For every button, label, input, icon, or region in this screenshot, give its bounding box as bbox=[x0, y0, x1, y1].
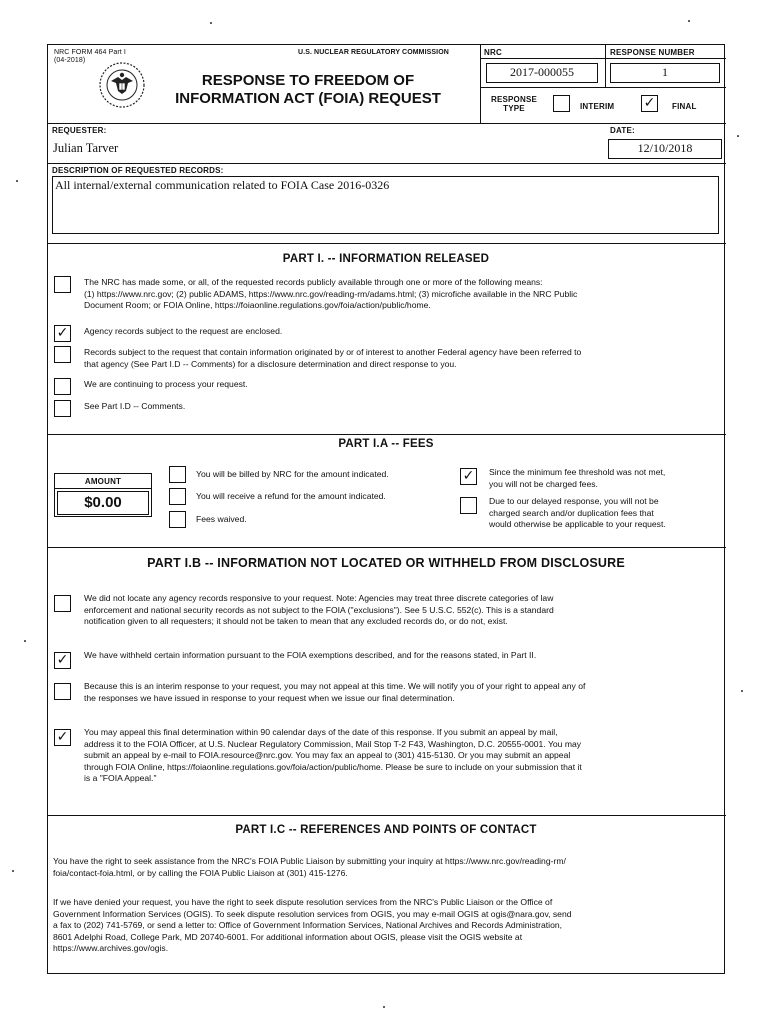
part1b-item-text: You may appeal this final determination within 90 calendar days of the date of this response. If you submit an appeal by mail, address it to the FOIA Officer, at U.S. Nuclear Regulatory Commission, Mail Stop T-2 F43, Washington, D.C. 20555-0001. You may submit an appeal by e-mail to FOIA.resource@nrc.gov. You may fax an appeal to (301) 415-5130. Or you may submit an appeal through FOIA Online, https://foiaonline.regulations.gov/foia/action/public/home. Please be sure to include on your submission that it is a "FOIA Appeal." bbox=[84, 727, 582, 783]
part1c-para1: You have the right to seek assistance from the NRC's FOIA Public Liaison by submitting your inquiry at https://www.nrc.gov/reading-rm/ foia/contact-foia.html, or by calling the FOIA Public Liaison at (301) 415-1276. bbox=[53, 856, 566, 878]
date-field: 12/10/2018 bbox=[608, 139, 722, 159]
fee-option-text: Fees waived. bbox=[196, 514, 247, 524]
checkmark-icon: ✓ bbox=[56, 325, 69, 341]
description-box bbox=[52, 176, 719, 234]
part1b-item-text: Because this is an interim response to your request, you may not appeal at this time. We will notify you of your right to appeal any of the responses we have issued in response to your request when we issue our final determination. bbox=[84, 681, 586, 703]
form-title-line1: RESPONSE TO FREEDOM OF bbox=[201, 72, 415, 89]
part1b-heading: PART I.B -- INFORMATION NOT LOCATED OR WITHHELD FROM DISCLOSURE bbox=[147, 556, 625, 570]
description-text: All internal/external communication related to FOIA Case 2016-0326 bbox=[55, 178, 390, 192]
form-date: (04-2018) bbox=[54, 57, 86, 64]
part1-item-text: Records subject to the request that contain information originated by or of interest to another Federal agency have been referred to that agency (See Part I.D -- Comments) for a disclosure determination and direct response to you. bbox=[84, 347, 582, 369]
checkmark-icon: ✓ bbox=[643, 95, 656, 111]
description-label: DESCRIPTION OF REQUESTED RECORDS: bbox=[52, 166, 224, 175]
interim-checkbox[interactable] bbox=[553, 95, 570, 112]
nrc-number-field: 2017-000055 bbox=[486, 63, 598, 83]
requester-label: REQUESTER: bbox=[52, 126, 107, 135]
interim-label: INTERIM bbox=[580, 102, 615, 111]
foia-response-form bbox=[47, 44, 725, 974]
date-label: DATE: bbox=[610, 126, 635, 135]
fee-waiver-checkbox[interactable] bbox=[460, 468, 477, 485]
part1c-heading: PART I.C -- REFERENCES AND POINTS OF CONTACT bbox=[235, 824, 537, 836]
part1-item-text: Agency records subject to the request are enclosed. bbox=[84, 326, 283, 336]
fee-option-checkbox[interactable] bbox=[169, 511, 186, 528]
response-type-label: RESPONSE TYPE bbox=[490, 95, 538, 113]
part1b-item-checkbox[interactable] bbox=[54, 595, 71, 612]
nrc-label: NRC bbox=[484, 48, 502, 57]
part1b-item-checkbox[interactable] bbox=[54, 683, 71, 700]
form-id: NRC FORM 464 Part I bbox=[54, 49, 126, 56]
part1b-item-text: We did not locate any agency records responsive to your request. Note: Agencies may treat three discrete categories of law enforcement and national security records as not subject to the FOIA ("exclusions"). See 5 U.S.C. 552(c). This is a standard notification given to all requesters; it should not be taken to mean that any excluded records do, or do not, exist. bbox=[84, 593, 554, 626]
part1a-heading: PART I.A -- FEES bbox=[338, 438, 434, 450]
response-number-label: RESPONSE NUMBER bbox=[610, 48, 695, 57]
form-title-line2: INFORMATION ACT (FOIA) REQUEST bbox=[175, 90, 441, 107]
fee-option-checkbox[interactable] bbox=[169, 466, 186, 483]
part1-item-text: See Part I.D -- Comments. bbox=[84, 401, 186, 411]
part1-item-checkbox[interactable] bbox=[54, 325, 71, 342]
fee-waiver-text: Due to our delayed response, you will not be charged search and/or duplication fees that would otherwise be applicable to your request. bbox=[489, 496, 666, 529]
requester-name: Julian Tarver bbox=[53, 141, 119, 155]
part1-item-text: We are continuing to process your request. bbox=[84, 379, 248, 389]
fee-waiver-checkbox[interactable] bbox=[460, 497, 477, 514]
final-label: FINAL bbox=[672, 102, 697, 111]
fee-option-text: You will receive a refund for the amount indicated. bbox=[196, 491, 386, 501]
checkmark-icon: ✓ bbox=[56, 729, 69, 745]
part1-item-checkbox[interactable] bbox=[54, 346, 71, 363]
part1-item-text: The NRC has made some, or all, of the requested records publicly available through one or more of the following means: (1) https://www.nrc.gov; (2) public ADAMS, https://www.nrc.gov/reading-rm/adams.html; (3) microfiche available in the NRC Public Document Room; or FOIA Online, https://foiaonline.regulations.gov/foia/action/public/home. bbox=[84, 277, 578, 310]
checkmark-icon: ✓ bbox=[56, 652, 69, 668]
part1-item-checkbox[interactable] bbox=[54, 400, 71, 417]
final-checkbox[interactable] bbox=[641, 95, 658, 112]
amount-label: AMOUNT bbox=[84, 477, 122, 486]
part1b-item-text: We have withheld certain information pursuant to the FOIA exemptions described, and for the reasons stated, in Part II. bbox=[84, 650, 537, 660]
part1-heading: PART I. -- INFORMATION RELEASED bbox=[282, 253, 490, 265]
amount-box bbox=[54, 473, 152, 517]
fee-waiver-text: Since the minimum fee threshold was not met, you will not be charged fees. bbox=[489, 467, 666, 489]
response-number-field: 1 bbox=[610, 63, 720, 83]
part1c-para2: If we have denied your request, you have the right to seek dispute resolution services from the NRC's Public Liaison or the Office of Government Information Services (OGIS). To seek dispute resolution services from OGIS, you may e-mail OGIS at ogis@nara.gov, send a fax to (202) 741-5769, or send a letter to: Office of Government Information Services, National Archives and Records Administration, 8601 Adelphi Road, College Park, MD 20740-6001. For additional information about OGIS, please visit the OGIS website at https://www.archives.gov/ogis. bbox=[53, 897, 572, 953]
checkmark-icon: ✓ bbox=[462, 468, 475, 484]
amount-value: $0.00 bbox=[57, 491, 149, 515]
part1-item-checkbox[interactable] bbox=[54, 276, 71, 293]
part1b-item-checkbox[interactable] bbox=[54, 729, 71, 746]
agency-name: U.S. NUCLEAR REGULATORY COMMISSION bbox=[298, 49, 449, 56]
part1-item-checkbox[interactable] bbox=[54, 378, 71, 395]
fee-option-text: You will be billed by NRC for the amount indicated. bbox=[196, 469, 389, 479]
part1b-item-checkbox[interactable] bbox=[54, 652, 71, 669]
nrc-seal-logo bbox=[98, 61, 146, 109]
fee-option-checkbox[interactable] bbox=[169, 488, 186, 505]
